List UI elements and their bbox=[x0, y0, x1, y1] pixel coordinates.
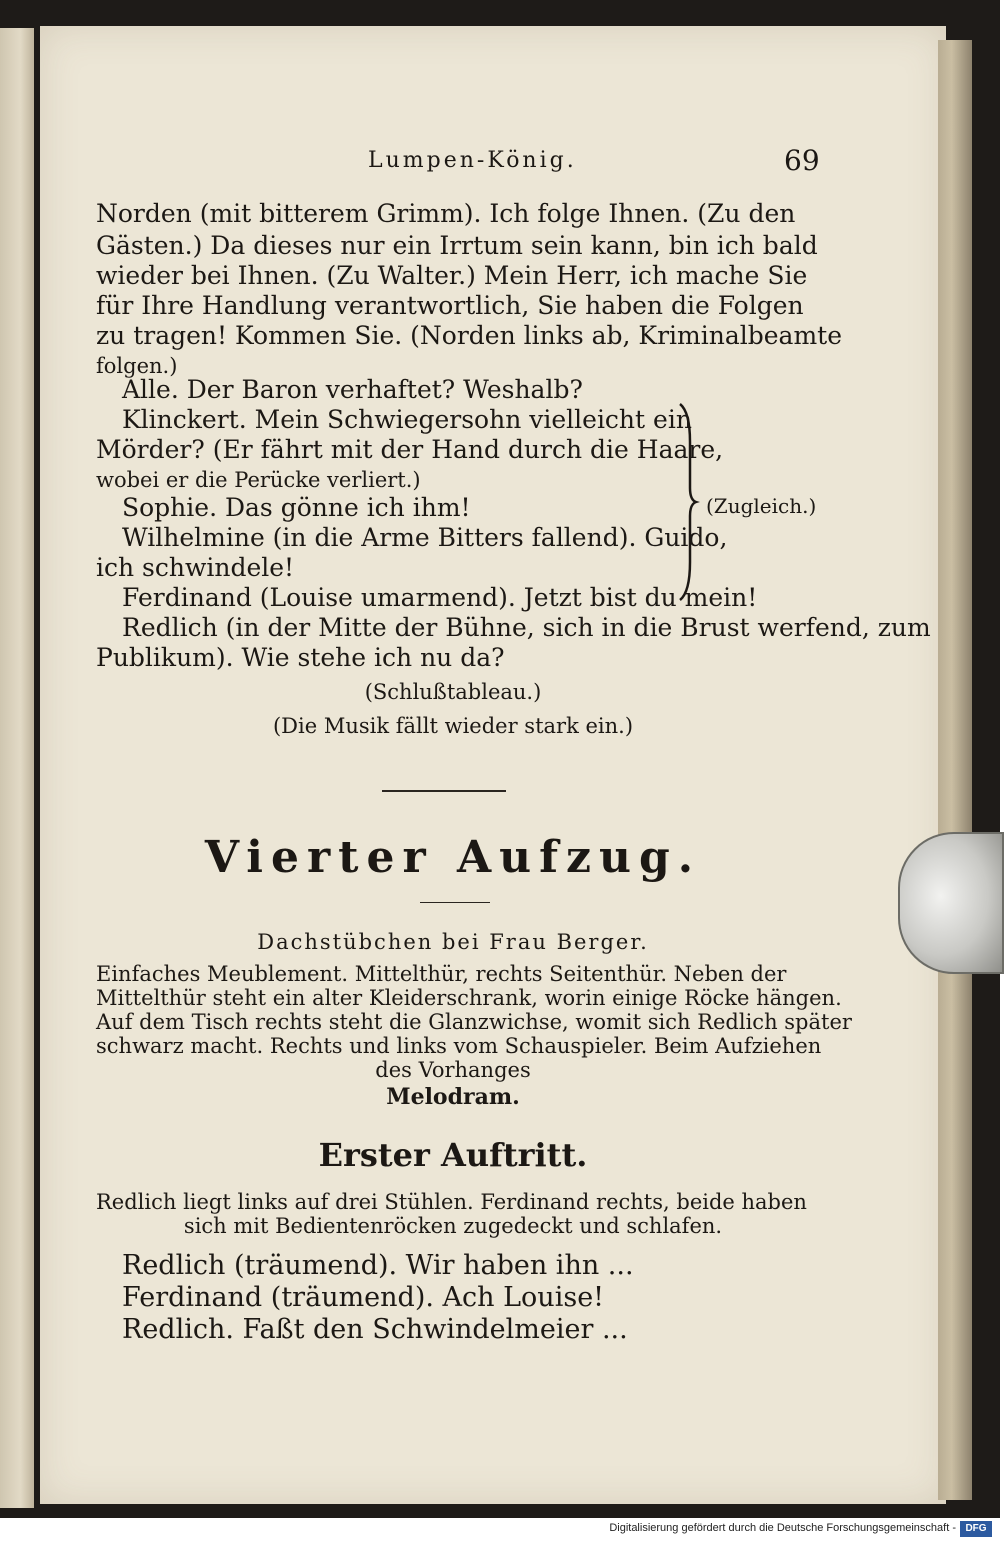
running-title: Lumpen-König. bbox=[368, 148, 577, 173]
footer-bar bbox=[0, 1518, 1000, 1542]
book-page bbox=[40, 26, 946, 1504]
page-number: 69 bbox=[784, 144, 820, 177]
brace-icon bbox=[676, 402, 698, 602]
text-line: Redlich (in der Mitte der Bühne, sich in die Brust werfend, zum bbox=[122, 613, 931, 642]
text-line: wobei er die Perücke verliert.) bbox=[96, 468, 421, 492]
text-line: folgen.) bbox=[96, 354, 178, 378]
setting-heading: Dachstübchen bei Frau Berger. bbox=[257, 930, 649, 954]
text-line: Klinckert. Mein Schwiegersohn vielleicht ein bbox=[122, 405, 692, 434]
act-title: Vierter Aufzug. bbox=[204, 832, 702, 883]
text-line: Ferdinand (Louise umarmend). Jetzt bist du mein! bbox=[122, 583, 758, 612]
text-line: Mörder? (Er fährt mit der Hand durch die Haare, bbox=[96, 435, 724, 464]
text-line: Gästen.) Da dieses nur ein Irrtum sein kann, bin ich bald bbox=[96, 231, 818, 260]
scene-direction: Redlich liegt links auf drei Stühlen. Ferdinand rechts, beide haben bbox=[96, 1190, 807, 1214]
simultaneous-note: (Zugleich.) bbox=[706, 494, 817, 518]
text-line: Sophie. Das gönne ich ihm! bbox=[122, 493, 471, 522]
stage-direction: (Schlußtableau.) bbox=[364, 680, 542, 704]
divider bbox=[420, 902, 490, 903]
dialogue-line: Redlich. Faßt den Schwindelmeier ... bbox=[122, 1314, 628, 1345]
dialogue-line: Redlich (träumend). Wir haben ihn ... bbox=[122, 1250, 634, 1281]
setting-line: Auf dem Tisch rechts steht die Glanzwichse, womit sich Redlich später bbox=[96, 1010, 852, 1034]
page-clip bbox=[898, 832, 1004, 974]
text-line: wieder bei Ihnen. (Zu Walter.) Mein Herr, ich mache Sie bbox=[96, 261, 808, 290]
text-line: für Ihre Handlung verantwortlich, Sie haben die Folgen bbox=[96, 291, 804, 320]
scene-direction: sich mit Bedientenröcken zugedeckt und schlafen. bbox=[183, 1214, 723, 1238]
scene-title: Erster Auftritt. bbox=[318, 1136, 588, 1174]
text-line: Publikum). Wie stehe ich nu da? bbox=[96, 643, 505, 672]
text-line: ich schwindele! bbox=[96, 553, 295, 582]
text-line: Wilhelmine (in die Arme Bitters fallend). Guido, bbox=[122, 523, 728, 552]
right-page-edge bbox=[938, 40, 972, 1500]
setting-line: Einfaches Meublement. Mittelthür, rechts Seitenthür. Neben der bbox=[96, 962, 787, 986]
footer-credit: Digitalisierung gefördert durch die Deutsche Forschungsgemeinschaft - bbox=[609, 1522, 956, 1534]
melodram-label: Melodram. bbox=[386, 1084, 520, 1110]
dfg-logo: DFG bbox=[960, 1521, 992, 1537]
setting-line: schwarz macht. Rechts und links vom Schauspieler. Beim Aufziehen bbox=[96, 1034, 822, 1058]
stage-direction: (Die Musik fällt wieder stark ein.) bbox=[272, 714, 634, 738]
text-line: Alle. Der Baron verhaftet? Weshalb? bbox=[122, 375, 583, 404]
divider bbox=[382, 790, 506, 792]
dialogue-line: Ferdinand (träumend). Ach Louise! bbox=[122, 1282, 605, 1313]
setting-line: des Vorhanges bbox=[375, 1058, 531, 1082]
text-line: Norden (mit bitterem Grimm). Ich folge Ihnen. (Zu den bbox=[96, 199, 796, 228]
setting-line: Mittelthür steht ein alter Kleiderschrank, worin einige Röcke hängen. bbox=[96, 986, 842, 1010]
text-line: zu tragen! Kommen Sie. (Norden links ab, Kriminalbeamte bbox=[96, 321, 843, 350]
left-page-edge bbox=[0, 28, 34, 1508]
